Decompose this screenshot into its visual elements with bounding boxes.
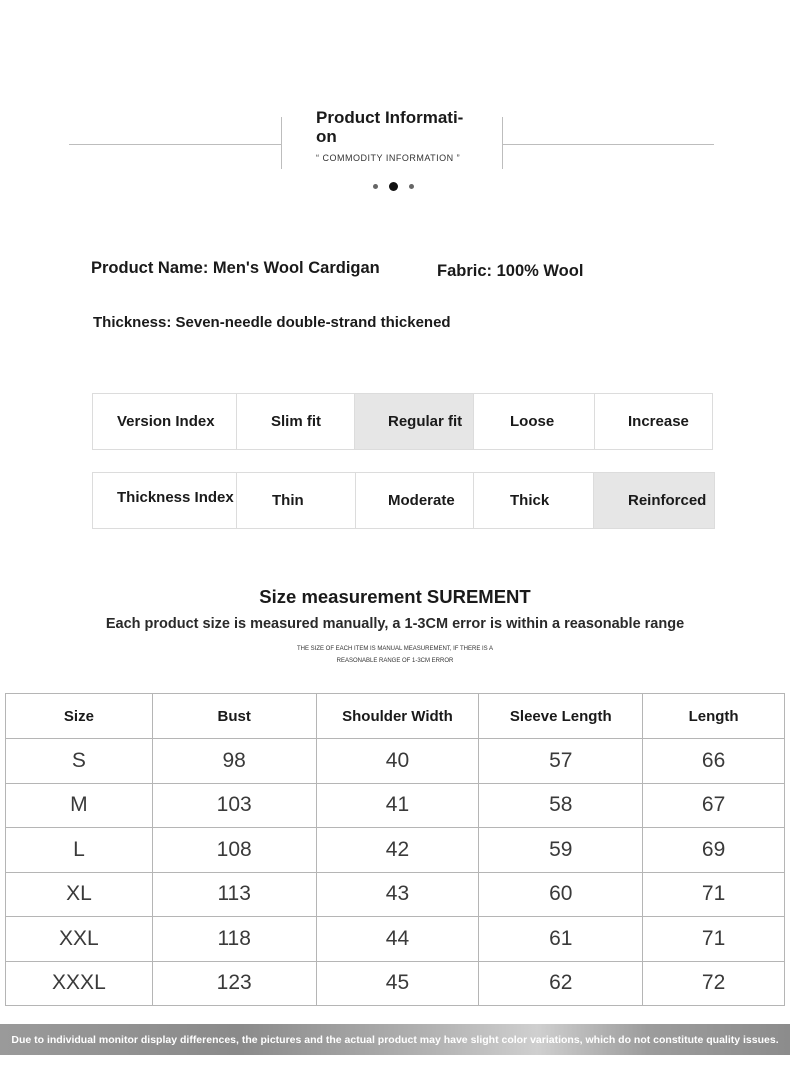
cell-shoulder-width: 42 bbox=[316, 828, 479, 873]
header-bracket-right bbox=[502, 117, 503, 169]
cell-sleeve-length: 59 bbox=[479, 828, 643, 873]
cell-shoulder-width: 40 bbox=[316, 739, 479, 784]
cell-bust: 98 bbox=[152, 739, 316, 784]
thickness-option-thin: Thin bbox=[237, 473, 356, 528]
cell-shoulder-width: 41 bbox=[316, 783, 479, 828]
header-bracket-left bbox=[281, 117, 282, 169]
version-option-regular-fit: Regular fit bbox=[355, 394, 474, 449]
cell-length: 67 bbox=[643, 783, 785, 828]
size-note-line-2: REASONABLE RANGE OF 1-3CM ERROR bbox=[336, 658, 454, 664]
product-thickness: Thickness: Seven-needle double-strand thickened bbox=[93, 314, 451, 331]
version-option-slim-fit: Slim fit bbox=[237, 394, 355, 449]
cell-size: XXXL bbox=[6, 961, 153, 1006]
cell-length: 71 bbox=[643, 872, 785, 917]
cell-size: XL bbox=[6, 872, 153, 917]
table-row bbox=[6, 872, 785, 917]
version-option-increase: Increase bbox=[628, 413, 689, 430]
cell-bust: 123 bbox=[152, 961, 316, 1006]
cell-shoulder-width: 45 bbox=[316, 961, 479, 1006]
cell-length: 72 bbox=[643, 961, 785, 1006]
column-header-sleeve-length: Sleeve Length bbox=[479, 694, 643, 739]
version-index-label: Version Index bbox=[93, 394, 237, 449]
thickness-option-moderate: Moderate bbox=[356, 473, 474, 528]
table-row bbox=[6, 828, 785, 873]
carousel-dots bbox=[371, 181, 417, 191]
cell-length: 66 bbox=[643, 739, 785, 784]
thickness-option-reinforced: Reinforced bbox=[594, 473, 714, 528]
size-section-subtitle: Each product size is measured manually, a 1-3CM error is within a reasonable range bbox=[105, 616, 685, 632]
cell-sleeve-length: 60 bbox=[479, 872, 643, 917]
cell-size: M bbox=[6, 783, 153, 828]
cell-sleeve-length: 58 bbox=[479, 783, 643, 828]
table-row bbox=[6, 917, 785, 962]
cell-bust: 113 bbox=[152, 872, 316, 917]
size-table bbox=[5, 693, 785, 1006]
size-table-header bbox=[6, 694, 785, 739]
header-divider-left bbox=[69, 144, 281, 145]
table-row bbox=[6, 739, 785, 784]
cell-bust: 108 bbox=[152, 828, 316, 873]
dot-indicator bbox=[373, 184, 378, 189]
cell-sleeve-length: 61 bbox=[479, 917, 643, 962]
table-row bbox=[6, 961, 785, 1006]
section-title: Product Informati-on bbox=[316, 108, 464, 146]
cell-sleeve-length: 62 bbox=[479, 961, 643, 1006]
cell-bust: 103 bbox=[152, 783, 316, 828]
cell-sleeve-length: 57 bbox=[479, 739, 643, 784]
section-subtitle: “ COMMODITY INFORMATION ” bbox=[316, 153, 461, 163]
product-name: Product Name: Men's Wool Cardigan bbox=[91, 259, 380, 277]
disclaimer-banner bbox=[0, 1024, 790, 1055]
disclaimer-text: Due to individual monitor display differences, the pictures and the actual product may have slight color variations, which do not constitute quality issues. bbox=[11, 1033, 779, 1046]
cell-length: 71 bbox=[643, 917, 785, 962]
dot-indicator bbox=[409, 184, 414, 189]
cell-length: 69 bbox=[643, 828, 785, 873]
cell-size: L bbox=[6, 828, 153, 873]
cell-size: XXL bbox=[6, 917, 153, 962]
header-divider-right bbox=[502, 144, 714, 145]
product-fabric: Fabric: 100% Wool bbox=[437, 262, 584, 280]
cell-shoulder-width: 43 bbox=[316, 872, 479, 917]
thickness-option-thick: Thick bbox=[474, 473, 594, 528]
thickness-index-row bbox=[92, 472, 715, 529]
column-header-size: Size bbox=[6, 694, 153, 739]
thickness-index-label: Thickness Index bbox=[93, 473, 237, 528]
size-note-line-1: THE SIZE OF EACH ITEM IS MANUAL MEASUREMENT, IF THERE IS A bbox=[296, 646, 494, 652]
dot-indicator-active bbox=[389, 182, 398, 191]
cell-size: S bbox=[6, 739, 153, 784]
version-index-row bbox=[92, 393, 713, 450]
size-section-title: Size measurement SUREMENT bbox=[259, 586, 531, 607]
version-option-loose: Loose bbox=[474, 394, 595, 449]
cell-bust: 118 bbox=[152, 917, 316, 962]
cell-shoulder-width: 44 bbox=[316, 917, 479, 962]
column-header-length: Length bbox=[643, 694, 785, 739]
column-header-shoulder-width: Shoulder Width bbox=[316, 694, 479, 739]
column-header-bust: Bust bbox=[152, 694, 316, 739]
table-row bbox=[6, 783, 785, 828]
size-section-note bbox=[265, 643, 525, 667]
